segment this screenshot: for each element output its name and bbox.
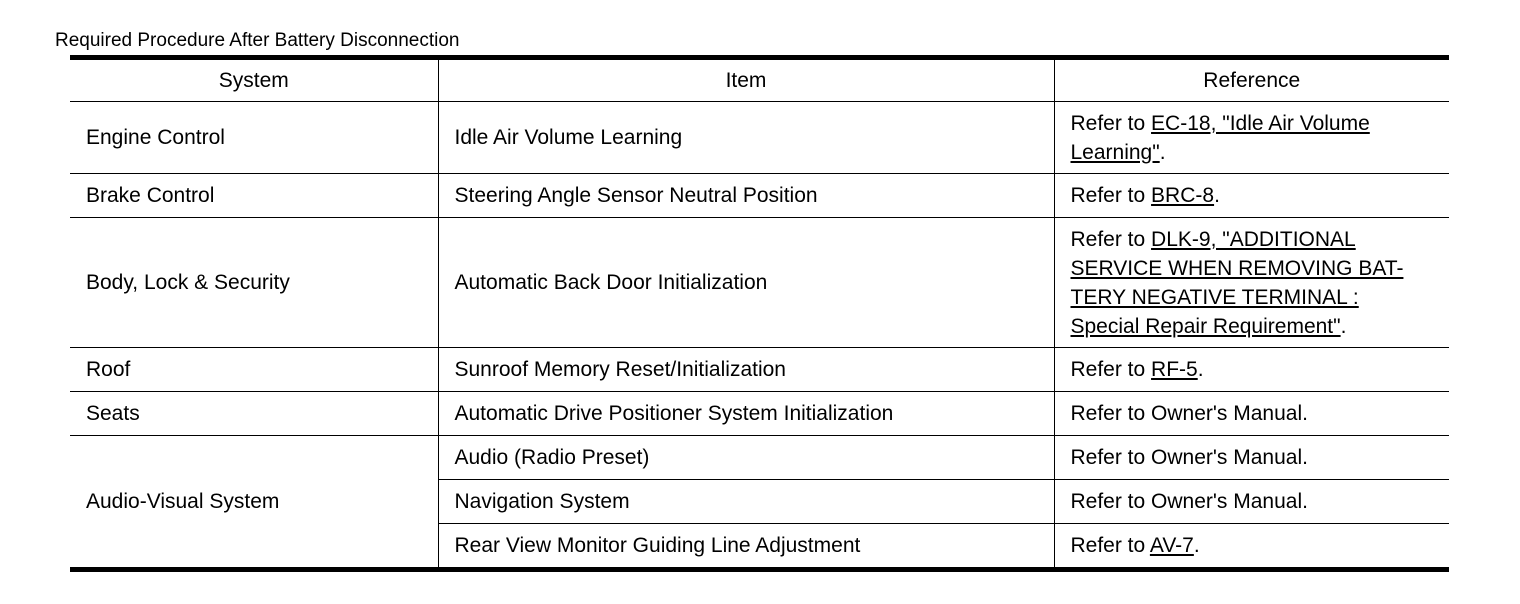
reference-line (1071, 254, 1434, 283)
item-cell: Sunroof Memory Reset/Initialization (438, 348, 1054, 392)
item-cell: Rear View Monitor Guiding Line Adjustment (438, 524, 1054, 570)
reference-cell (1054, 348, 1449, 392)
reference-link[interactable]: RF-5 (1151, 358, 1198, 381)
reference-link[interactable]: TERY NEGATIVE TERMINAL : (1070, 285, 1359, 309)
table-row (70, 174, 1449, 218)
reference-suffix: . (1193, 534, 1200, 557)
reference-suffix: . (1197, 358, 1204, 381)
reference-prefix: Refer to (1070, 111, 1152, 135)
reference-cell (1054, 174, 1449, 218)
item-cell: Steering Angle Sensor Neutral Position (438, 174, 1054, 218)
table-row (70, 218, 1449, 348)
reference-link[interactable]: AV-7 (1149, 534, 1194, 557)
reference-link[interactable]: DLK-9, "ADDITIONAL (1151, 227, 1356, 251)
table-row (70, 348, 1449, 392)
reference-cell: Refer to Owner's Manual. (1054, 392, 1449, 436)
item-cell: Audio (Radio Preset) (438, 436, 1054, 480)
system-cell: Roof (70, 348, 438, 392)
table-row (70, 392, 1449, 436)
reference-prefix: Refer to (1070, 358, 1152, 381)
reference-link[interactable]: SERVICE WHEN REMOVING BAT- (1070, 256, 1404, 280)
reference-line (1071, 109, 1434, 138)
battery-procedure-table (70, 55, 1449, 572)
reference-prefix: Refer to (1070, 534, 1150, 557)
system-cell: Audio-Visual System (86, 490, 280, 513)
header-system: System (70, 58, 438, 102)
reference-link[interactable]: EC-18, "Idle Air Volume (1151, 111, 1370, 135)
reference-cell (1054, 102, 1449, 174)
system-cell: Brake Control (70, 174, 438, 218)
system-cell: Seats (70, 392, 438, 436)
item-cell: Idle Air Volume Learning (438, 102, 1054, 174)
item-cell: Navigation System (438, 480, 1054, 524)
reference-link[interactable]: Learning" (1070, 140, 1160, 164)
item-cell: Automatic Drive Positioner System Initialization (438, 392, 1054, 436)
reference-cell: Refer to Owner's Manual. (1054, 436, 1449, 480)
header-reference: Reference (1054, 58, 1449, 102)
system-cell: Body, Lock & Security (70, 218, 438, 348)
reference-link[interactable]: BRC-8 (1151, 184, 1215, 207)
reference-line (1071, 225, 1434, 254)
reference-cell (1054, 218, 1449, 348)
reference-suffix: . (1214, 184, 1220, 207)
table-row (70, 102, 1449, 174)
header-row (70, 58, 1449, 102)
item-cell: Automatic Back Door Initialization (438, 218, 1054, 348)
reference-line (1071, 312, 1434, 341)
reference-cell: Refer to Owner's Manual. (1054, 480, 1449, 524)
reference-link[interactable]: Special Repair Requirement" (1070, 314, 1341, 338)
header-item: Item (438, 58, 1054, 102)
system-cell: Engine Control (70, 102, 438, 174)
table-row (70, 436, 1449, 480)
reference-line (1071, 283, 1434, 312)
reference-prefix: Refer to (1070, 227, 1152, 251)
reference-suffix: . (1340, 314, 1347, 338)
reference-cell (1054, 524, 1449, 570)
reference-line (1071, 138, 1434, 167)
table-caption: Required Procedure After Battery Disconnection (55, 30, 460, 51)
reference-prefix: Refer to (1070, 184, 1152, 207)
reference-suffix: . (1159, 140, 1166, 164)
